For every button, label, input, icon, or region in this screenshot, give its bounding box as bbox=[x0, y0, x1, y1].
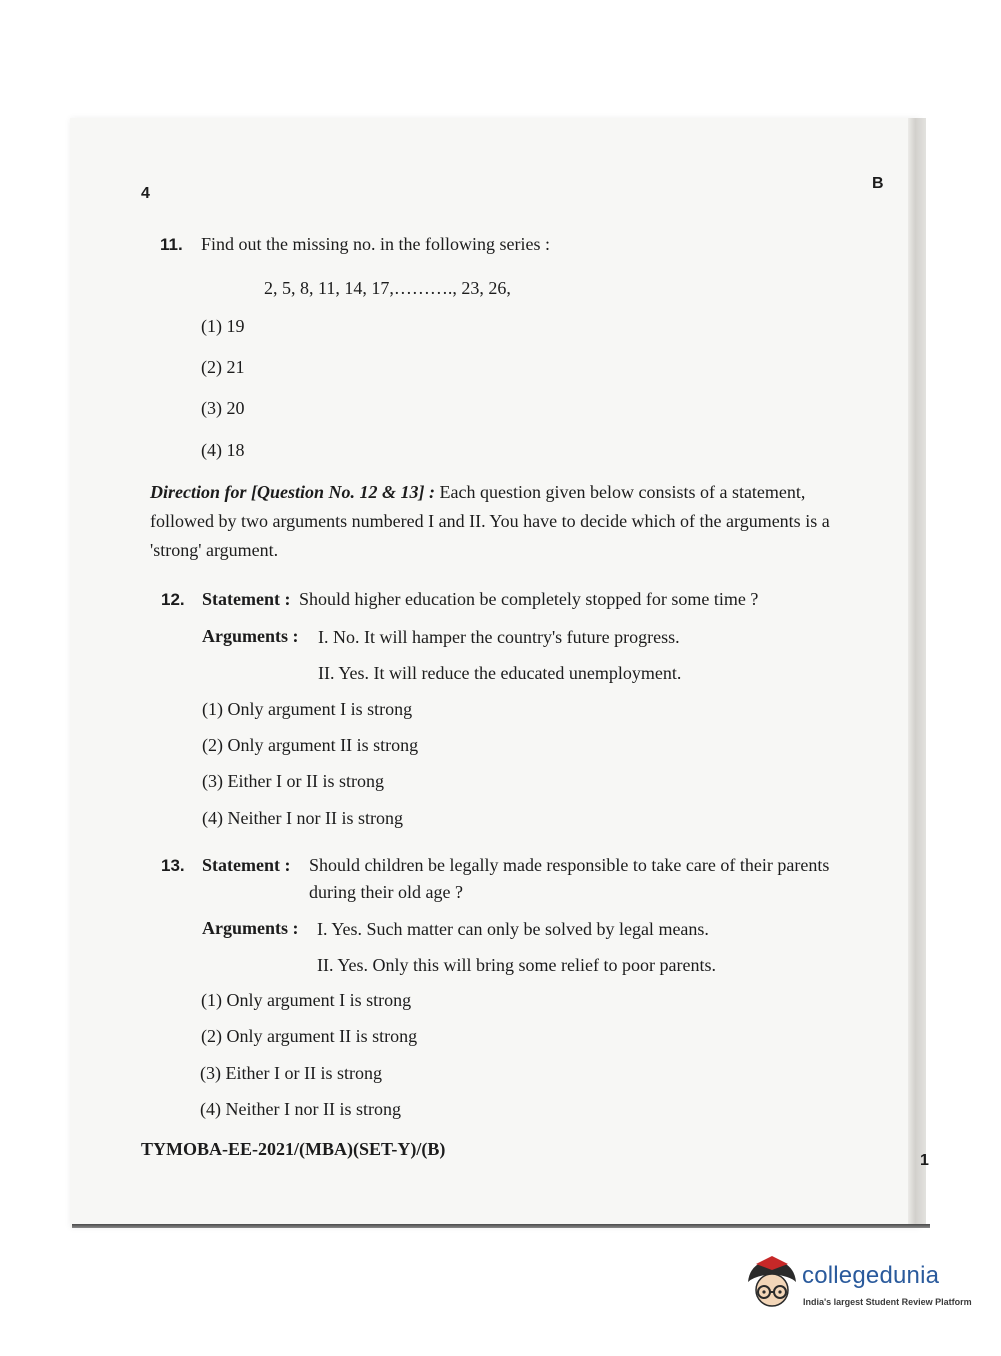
direction-label: Direction for [Question No. 12 & 13] : bbox=[150, 482, 435, 502]
question-11-option-3: (3) 20 bbox=[201, 398, 245, 418]
question-12-option-2: (2) Only argument II is strong bbox=[202, 735, 419, 755]
page-bottom-rule bbox=[72, 1224, 930, 1228]
page-number: 4 bbox=[141, 185, 150, 202]
question-12-option-4: (4) Neither I nor II is strong bbox=[202, 808, 403, 828]
question-13-statement-label: Statement : bbox=[202, 855, 291, 875]
question-11-option-1: (1) 19 bbox=[201, 316, 245, 336]
question-13-option-1: (1) Only argument I is strong bbox=[201, 990, 412, 1010]
question-12-argument-2: II. Yes. It will reduce the educated unemployment. bbox=[318, 663, 682, 683]
question-13-arguments-label: Arguments : bbox=[202, 918, 299, 938]
mascot-icon bbox=[742, 1252, 802, 1322]
footer-code: TYMOBA-EE-2021/(MBA)(SET-Y)/(B) bbox=[141, 1139, 446, 1159]
watermark-brand: collegedunia bbox=[802, 1262, 940, 1289]
question-13-option-3: (3) Either I or II is strong bbox=[200, 1063, 382, 1083]
question-12-statement: Should higher education be completely stopped for some time ? bbox=[299, 589, 759, 609]
question-11-series: 2, 5, 8, 11, 14, 17,………., 23, 26, bbox=[264, 278, 511, 298]
watermark-tagline: India's largest Student Review Platform bbox=[803, 1297, 972, 1307]
question-12-statement-label: Statement : bbox=[202, 589, 291, 609]
question-11-text: Find out the missing no. in the following series : bbox=[201, 234, 550, 254]
question-13-statement-line-1: Should children be legally made responsible to take care of their parents bbox=[309, 855, 830, 875]
direction-block bbox=[150, 478, 872, 565]
question-13-number: 13. bbox=[161, 856, 185, 875]
page-edge-shadow bbox=[908, 118, 926, 1228]
question-12-option-3: (3) Either I or II is strong bbox=[202, 771, 384, 791]
question-12-option-1: (1) Only argument I is strong bbox=[202, 699, 413, 719]
question-12-number: 12. bbox=[161, 590, 185, 609]
question-12-arguments-label: Arguments : bbox=[202, 626, 299, 646]
corner-mark: 1 bbox=[920, 1152, 929, 1169]
question-13-option-4: (4) Neither I nor II is strong bbox=[200, 1099, 401, 1119]
question-13-option-2: (2) Only argument II is strong bbox=[201, 1026, 418, 1046]
question-13-argument-1: I. Yes. Such matter can only be solved by legal means. bbox=[317, 919, 709, 939]
question-13-statement-line-2: during their old age ? bbox=[309, 882, 463, 902]
question-13-argument-2: II. Yes. Only this will bring some relief to poor parents. bbox=[317, 955, 716, 975]
question-11-number: 11. bbox=[160, 235, 183, 254]
question-11-option-2: (2) 21 bbox=[201, 357, 245, 377]
set-letter: B bbox=[872, 175, 884, 192]
direction-text: Each question given below consists of a statement, followed by two arguments numbered I and II. You have to decide which of the arguments is a 'strong' argument. bbox=[150, 482, 830, 560]
question-11-option-4: (4) 18 bbox=[201, 440, 245, 460]
question-12-argument-1: I. No. It will hamper the country's future progress. bbox=[318, 627, 680, 647]
